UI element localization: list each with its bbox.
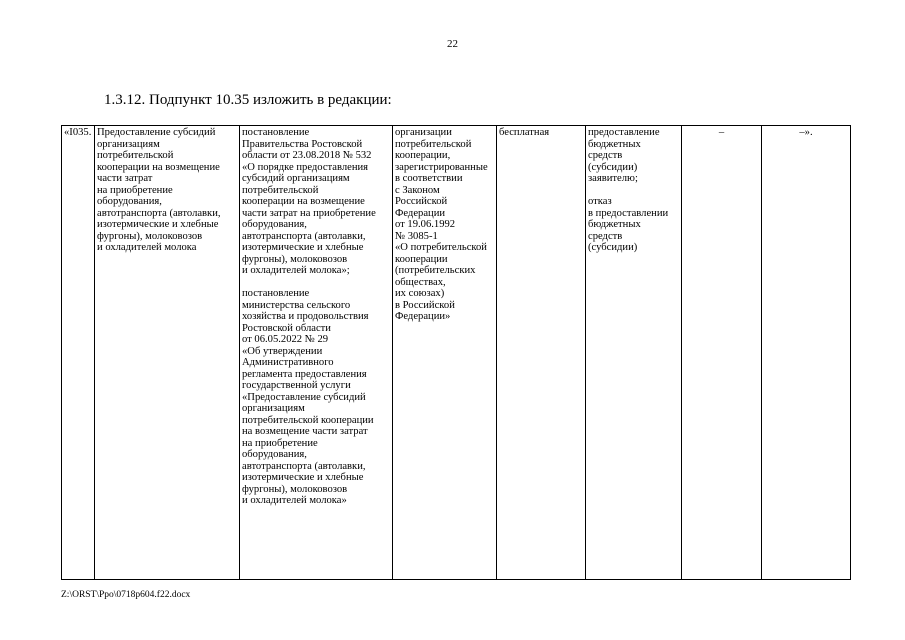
cell-code: «I035. bbox=[62, 126, 95, 580]
page-number: 22 bbox=[447, 38, 458, 50]
cell-recipients: организации потребительской кооперации, зарегистрированные в соответствии с Законом Российской Федерации от 19.06.1992 № 3085-1 «О потребительской кооперации (потребительских обществах, их союзах) в Российской Федерации» bbox=[393, 126, 497, 580]
amendment-instruction: 1.3.12. Подпункт 10.35 изложить в редакции: bbox=[104, 92, 392, 108]
services-table bbox=[61, 125, 851, 580]
cell-legal-basis: постановление Правительства Ростовской области от 23.08.2018 № 532 «О порядке предоставления субсидий организациям потребительской кооперации на возмещение части затрат на приобретение оборудования, автотранспорта (автолавки, изотермические и хлебные фургоны), молоковозов и охладителей молока»; постановление министерства сельского хозяйства и продовольствия Ростовской области от 06.05.2022 № 29 «Об утверждении Административного регламента предоставления государственной услуги «Предоставление субсидий организациям потребительской кооперации на возмещение части затрат на приобретение оборудования, автотранспорта (автолавки, изотермические и хлебные фургоны), молоковозов и охладителей молока» bbox=[240, 126, 393, 580]
cell-service-name: Предоставление субсидий организациям потребительской кооперации на возмещение части затрат на приобретение оборудования, автотранспорта (автолавки, изотермические и хлебные фургоны), молоковозов и охладителей молока bbox=[95, 126, 240, 580]
footer-file-path: Z:\ORST\Ppo\0718p604.f22.docx bbox=[61, 590, 191, 600]
cell-col7: – bbox=[682, 126, 762, 580]
cell-result: предоставление бюджетных средств (субсидии) заявителю; отказ в предоставлении бюджетных средств (субсидии) bbox=[586, 126, 682, 580]
table-row bbox=[62, 126, 851, 580]
cell-fee: бесплатная bbox=[497, 126, 586, 580]
cell-col8: –». bbox=[762, 126, 851, 580]
